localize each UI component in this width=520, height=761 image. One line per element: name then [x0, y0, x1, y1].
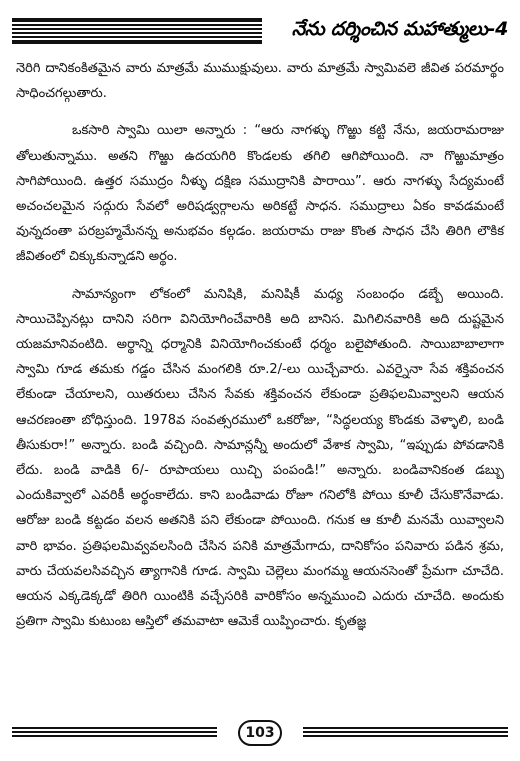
footer-rule-left	[12, 727, 217, 739]
page-body	[16, 56, 504, 634]
page-footer	[12, 718, 508, 748]
header-decorative-rule	[12, 18, 262, 44]
paragraph-continuation: నెరిగి దానికంకితమైన వారు మాత్రమే ముముక్షువులు. వారు మాత్రమే స్వామివలె జీవిత పరమార్థం సాధించగల్గుతారు.	[16, 61, 504, 102]
paragraph: సామాన్యంగా లోకంలో మనిషికి, మనిషికీ మధ్య సంబంధం డబ్బే అయింది. సాయిచెప్పినట్లు దానిని సరిగా వినియోగించేవారికి అది బానిస. మిగిలినవారికి అది దుష్టమైన యజమానివంటిది. అర్థాన్ని ధర్మానికి వినియోగించకుంటే ధర్మం బలైపోతుంది. సాయిబాబాలాగా స్వామి గూడ తమకు గడ్డం చేసిన మంగలికి రూ.2/-లు యిచ్చేవారు. ఎవర్నైనా సేవ శక్తివంచన లేకుండా చేయాలని, యితరులు చేసిన సేవకు శక్తివంచన లేకుండా ప్రతిఫలమివ్వాలని ఆయన ఆచరణంతా బోధిస్తుంది. 1978వ సంవత్సరములో ఒకరోజు, “సిద్ధలయ్య కొండకు వెళ్ళాలి, బండి తీసుకురా!” అన్నారు. బండి వచ్చింది. సామాన్లన్నీ అందులో వేశాక స్వామి, “ఇప్పుడు పోవడానికి లేదు. బండి వాడికి 6/- రూపాయలు యిచ్చి పంపండి!” అన్నారు. బండివానికంత డబ్బు ఎందుకివ్వాలో ఎవరికీ అర్థంకాలేదు. కాని బండివాడు రోజూ గనిలోకి పోయి కూలీ చేసుకొనేవాడు. ఆరోజు బండి కట్టడం వలన అతనికి పని లేకుండా పోయింది. గనుక ఆ కూలీ మనమే యివ్వాలని వారి భావం. ప్రతిఫలమివ్వవలసింది చేసిన పనికి మాత్రమేగాదు, దానికోసం పనివారు పడిన శ్రమ, వారు చేయవలసివచ్చిన త్యాగానికి గూడ. స్వామి చెల్లెలు మంగమ్మ ఆయనసెంతో ప్రేమగా చూచేది. ఆయన ఎక్కడెక్కడో తిరిగి యింటికి వచ్చేసరికి వారికోసం అన్నముంచి ఎదురు చూచేది. అందుకు ప్రతిగా స్వామి కుటుంబ ఆస్తిలో తమవాటా ఆమెకే యిప్పించారు. కృతజ్ఞ	[16, 286, 504, 630]
footer-rule-right	[303, 727, 508, 739]
page-number: 103	[238, 720, 282, 746]
running-title: నేను దర్శించిన మహాత్ములు-4	[291, 18, 508, 40]
page-header	[12, 10, 508, 50]
paragraph: ఒకసారి స్వామి యిలా అన్నారు : “ఆరు నాగళ్ళు గొఱ్ఱు కట్టి నేను, జయరామరాజు తోలుతున్నాము. అతని గొఱ్ఱు ఉదయగిరి కొండలకు తగిలి ఆగిపోయింది. నా గొఱ్ఱుమాత్రం సాగిపోయింది. ఉత్తర సముద్రం నీళ్ళు దక్షిణ సముద్రానికి పారాయి”. ఆరు నాగళ్ళు సేద్యమంటే అచంచలమైన సద్గురు సేవలో అరిషడ్వర్గాలను అరికట్టే సాధన. సముద్రాలు ఏకం కావడమంటే వున్నదంతా పరబ్రహ్మమేనన్న అనుభవం కల్గడం. జయరామ రాజు కొంత సాధన చేసి తిరిగి లౌకిక జీవితంలో చిక్కుకున్నాడని అర్థం.	[16, 123, 504, 265]
